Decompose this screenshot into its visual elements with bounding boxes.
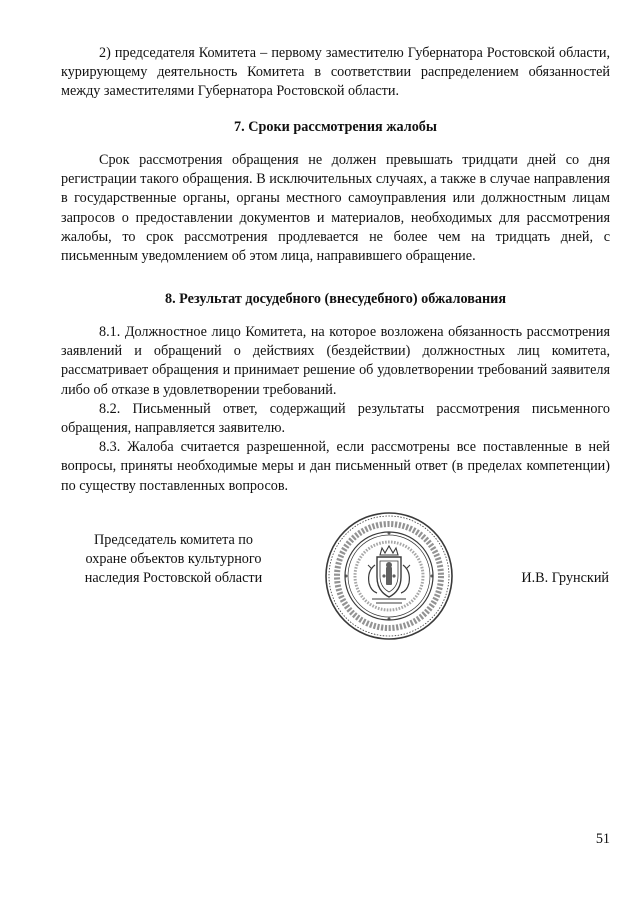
signatory-title-line: охране объектов культурного xyxy=(85,551,262,568)
section-8-paragraph-1: 8.1. Должностное лицо Комитета, на которое возложена обязанность рассмотрения заявлений и обращений о действиях (бездействии) должностных лиц комитета, рассматривает обращения и принимает решение об удовлетворении требований заявителя либо об отказе в удовлетворении требований. xyxy=(61,324,610,398)
section-8-body xyxy=(61,323,610,496)
section-8-paragraph-3: 8.3. Жалоба считается разрешенной, если рассмотрены все поставленные в ней вопросы, приняты необходимые меры и дан письменный ответ (в пределах компетенции) по существу поставленных вопросов. xyxy=(61,439,610,494)
signatory-title-line: Председатель комитета по xyxy=(94,532,253,548)
section-7-body xyxy=(61,151,610,266)
section-7-heading: 7. Сроки рассмотрения жалобы xyxy=(234,119,437,135)
signatory-title-line: наследия Ростовской области xyxy=(84,570,263,587)
signatory-name: И.В. Грунский xyxy=(521,570,609,586)
intro-block xyxy=(61,44,610,102)
intro-paragraph: 2) председателя Комитета – первому заместителю Губернатора Ростовской области, курирующему деятельность Комитета в соответствии распределением обязанностей между заместителями Губернатора Ростовской области. xyxy=(61,45,610,100)
section-7 xyxy=(61,118,610,137)
section-8 xyxy=(61,290,610,309)
section-7-paragraph: Срок рассмотрения обращения не должен превышать тридцати дней со дня регистрации такого обращения. В исключительных случаях, а также в случае направления в государственные органы, органы местного самоуправления или должностным лицам запросов о предоставлении документов и материалов, необходимых для рассмотрения жалобы, то срок рассмотрения продлевается не более чем на тридцать дней, с письменным уведомлением об этом лица, направившего обращение. xyxy=(61,152,610,265)
page-number: 51 xyxy=(595,831,610,847)
section-8-paragraph-2: 8.2. Письменный ответ, содержащий результаты рассмотрения письменного обращения, направляется заявителю. xyxy=(61,400,610,437)
official-seal-icon xyxy=(322,509,456,643)
signatory-title xyxy=(66,531,281,589)
section-8-heading: 8. Результат досудебного (внесудебного) обжалования xyxy=(164,291,506,307)
